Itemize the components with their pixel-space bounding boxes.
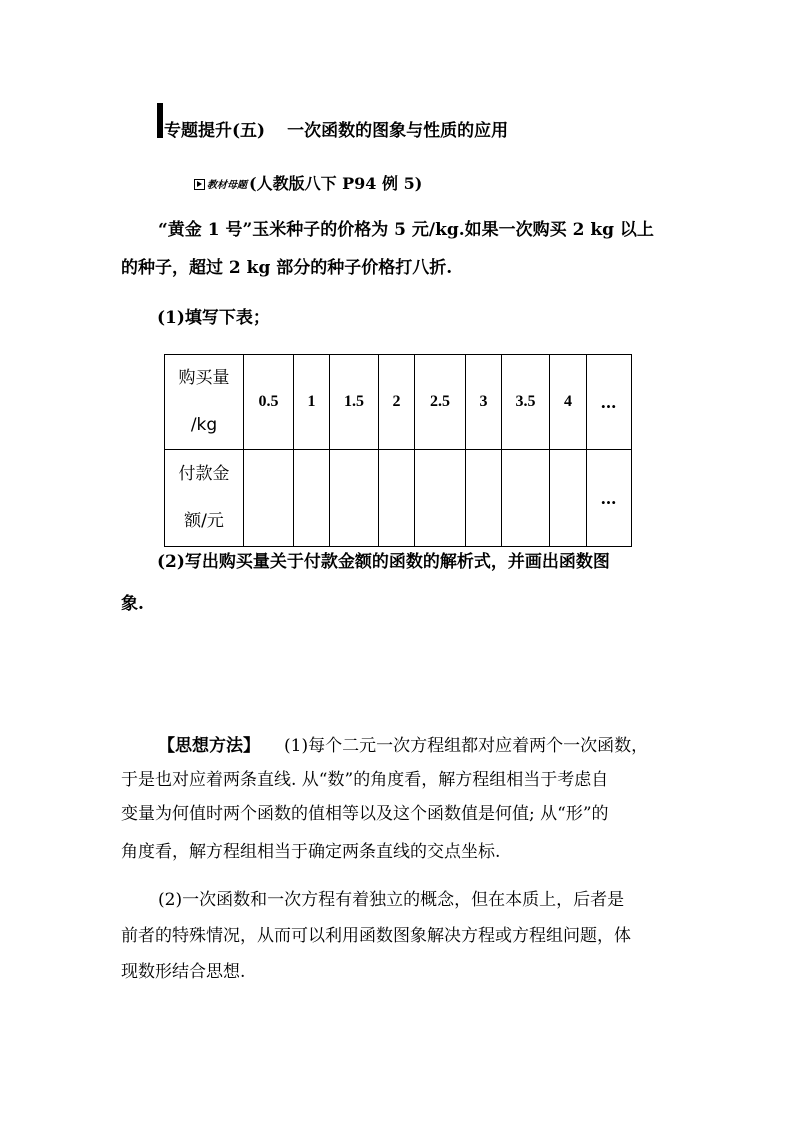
table-cell-blank bbox=[415, 450, 466, 547]
table-cell-blank bbox=[294, 450, 330, 547]
title-marker-bar bbox=[157, 103, 163, 138]
method-line-6: 前者的特殊情况，从而可以利用函数图象解决方程或方程组问题，体 bbox=[121, 926, 631, 946]
table-cell: 4 bbox=[550, 355, 587, 450]
table-cell: 2.5 bbox=[415, 355, 466, 450]
problem-line-1: “黄金 1 号”玉米种子的价格为 5 元/kg.如果一次购买 2 kg 以上 bbox=[158, 220, 654, 240]
method-line-7: 现数形结合思想. bbox=[121, 962, 246, 982]
table-cell-blank bbox=[550, 450, 587, 547]
method-line-4: 角度看，解方程组相当于确定两条直线的交点坐标. bbox=[121, 842, 501, 862]
method-line-5: (2)一次函数和一次方程有着独立的概念，但在本质上，后者是 bbox=[158, 890, 625, 910]
table-cell-blank bbox=[466, 450, 502, 547]
table-cell: 3.5 bbox=[502, 355, 550, 450]
table-cell-blank bbox=[379, 450, 415, 547]
table-cell: 1.5 bbox=[330, 355, 379, 450]
page-title bbox=[164, 119, 508, 143]
method-label: 【思想方法】 bbox=[158, 736, 260, 756]
table-cell-blank bbox=[330, 450, 379, 547]
table-row-quantity bbox=[165, 355, 632, 450]
play-box-icon bbox=[194, 179, 205, 190]
method-line-1: 【思想方法】 (1)每个二元一次方程组都对应着两个一次函数， bbox=[158, 736, 649, 756]
table-cell: 2 bbox=[379, 355, 415, 450]
table-cell-ellipsis: … bbox=[587, 355, 632, 450]
source-tag: 教材母题 bbox=[207, 180, 247, 191]
title-text: 一次函数的图象与性质的应用 bbox=[287, 121, 509, 141]
source-ref: (人教版八下 P94 例 5) bbox=[249, 174, 423, 193]
problem-line-2: 的种子，超过 2 kg 部分的种子价格打八折. bbox=[121, 258, 453, 278]
table-cell: 0.5 bbox=[244, 355, 294, 450]
table-cell: 3 bbox=[466, 355, 502, 450]
table-row-amount bbox=[165, 450, 632, 547]
header-quantity: 购买量 /kg bbox=[165, 355, 244, 450]
method-line-3: 变量为何值时两个函数的值相等以及这个函数值是何值; 从“形”的 bbox=[121, 804, 609, 824]
price-table bbox=[164, 354, 632, 547]
table-cell-blank bbox=[502, 450, 550, 547]
problem-part-2-line-1: (2)写出购买量关于付款金额的函数的解析式，并画出函数图 bbox=[157, 552, 610, 572]
table-cell-blank bbox=[244, 450, 294, 547]
title-label: 专题提升(五) bbox=[164, 121, 266, 141]
problem-part-2-line-2: 象. bbox=[121, 594, 144, 614]
problem-part-1: (1)填写下表； bbox=[157, 308, 270, 328]
header-amount: 付款金 额/元 bbox=[165, 450, 244, 547]
source-reference bbox=[194, 173, 422, 198]
table-cell: 1 bbox=[294, 355, 330, 450]
table-cell-ellipsis: … bbox=[587, 450, 632, 547]
method-line-2: 于是也对应着两条直线. 从“数”的角度看，解方程组相当于考虑自 bbox=[121, 770, 609, 790]
